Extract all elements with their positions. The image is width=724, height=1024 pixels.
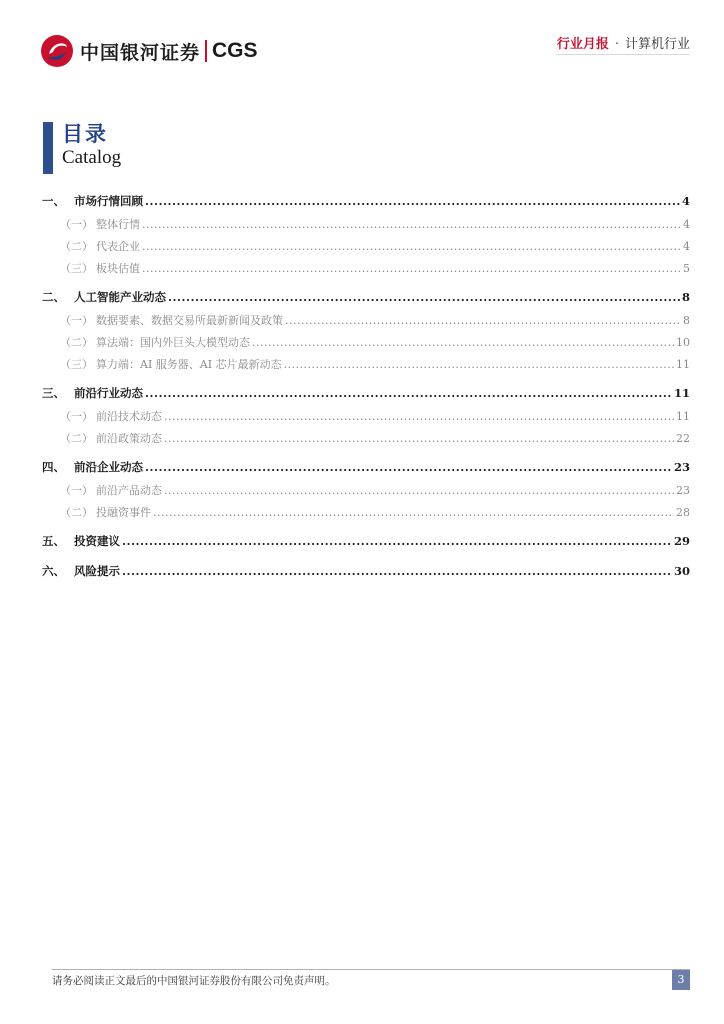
toc-entry-number: 二、 — [42, 290, 65, 304]
toc-dot-leader — [122, 558, 672, 584]
report-category — [557, 33, 690, 52]
toc-entry-label: 市场行情回顾 — [74, 194, 143, 208]
toc-entry-number: （一） — [60, 218, 93, 231]
toc-subsection-entry[interactable] — [42, 258, 690, 280]
toc-dot-leader — [142, 258, 681, 280]
toc-entry-page: 28 — [676, 506, 690, 519]
toc-subsection-entry[interactable] — [42, 354, 690, 376]
toc-entry-number: 一、 — [42, 194, 65, 208]
toc-entry-page: 4 — [683, 240, 690, 253]
toc-dot-leader — [153, 502, 674, 524]
toc-dot-leader — [284, 354, 674, 376]
toc-subsection-entry[interactable] — [42, 332, 690, 354]
toc-section-entry[interactable] — [42, 454, 690, 480]
galaxy-logo-icon — [40, 34, 74, 68]
toc-entry-number: （三） — [60, 358, 93, 371]
toc-entry-label: 前沿技术动态 — [96, 410, 162, 423]
toc-dot-leader — [145, 380, 672, 406]
toc-entry-page: 22 — [676, 432, 690, 445]
toc-entry-number: （三） — [60, 262, 93, 275]
toc-subsection-entry[interactable] — [42, 236, 690, 258]
toc-entry-label: 前沿产品动态 — [96, 484, 162, 497]
toc-dot-leader — [142, 236, 681, 258]
toc-entry-label: 投融资事件 — [96, 506, 151, 519]
toc-entry-number: （二） — [60, 240, 93, 253]
toc-entry-page: 23 — [673, 460, 690, 474]
toc-dot-leader — [285, 310, 681, 332]
toc-dot-leader — [145, 454, 672, 480]
title-accent-bar — [43, 122, 53, 174]
toc-dot-leader — [168, 284, 680, 310]
toc-entry-number: 六、 — [42, 564, 65, 578]
toc-entry-label: 数据要素、数据交易所最新新闻及政策 — [96, 314, 283, 327]
toc-entry-number: （二） — [60, 432, 93, 445]
toc-dot-leader — [164, 406, 674, 428]
toc-entry-page: 11 — [676, 410, 690, 423]
toc-entry-page: 29 — [673, 534, 690, 548]
toc-entry-page: 4 — [683, 218, 690, 231]
table-of-contents — [42, 188, 690, 584]
toc-section-entry[interactable] — [42, 188, 690, 214]
toc-subsection-entry[interactable] — [42, 428, 690, 450]
toc-entry-label: 风险提示 — [74, 564, 120, 578]
header-divider — [556, 54, 690, 55]
toc-entry-page: 8 — [681, 290, 690, 304]
toc-subsection-entry[interactable] — [42, 214, 690, 236]
logo-text-en: CGS — [212, 39, 258, 62]
toc-entry-label: 算法端：国内外巨头大模型动态 — [96, 336, 250, 349]
footer-divider — [52, 969, 690, 970]
toc-subsection-entry[interactable] — [42, 480, 690, 502]
toc-entry-number: （一） — [60, 484, 93, 497]
toc-entry-page: 4 — [681, 194, 690, 208]
logo-separator — [205, 40, 207, 62]
page-number: 3 — [672, 970, 690, 990]
toc-subsection-entry[interactable] — [42, 406, 690, 428]
toc-entry-label: 前沿政策动态 — [96, 432, 162, 445]
toc-entry-page: 11 — [676, 358, 690, 371]
footer-disclaimer: 请务必阅读正文最后的中国银河证券股份有限公司免责声明。 — [52, 975, 336, 987]
toc-entry-number: 四、 — [42, 460, 65, 474]
toc-entry-label: 前沿企业动态 — [74, 460, 143, 474]
toc-entry-number: 三、 — [42, 386, 65, 400]
toc-entry-page: 10 — [676, 336, 690, 349]
toc-dot-leader — [164, 480, 674, 502]
company-logo — [40, 34, 258, 68]
toc-section-entry[interactable] — [42, 284, 690, 310]
toc-entry-page: 11 — [673, 386, 690, 400]
toc-entry-number: （一） — [60, 410, 93, 423]
toc-entry-number: 五、 — [42, 534, 65, 548]
toc-dot-leader — [164, 428, 674, 450]
toc-entry-page: 23 — [676, 484, 690, 497]
toc-entry-number: （一） — [60, 314, 93, 327]
toc-entry-label: 代表企业 — [96, 240, 140, 253]
toc-subsection-entry[interactable] — [42, 310, 690, 332]
toc-dot-leader — [145, 188, 680, 214]
toc-entry-label: 板块估值 — [96, 262, 140, 275]
toc-entry-page: 5 — [683, 262, 690, 275]
toc-entry-page: 30 — [673, 564, 690, 578]
toc-section-entry[interactable] — [42, 528, 690, 554]
toc-dot-leader — [122, 528, 672, 554]
report-sector: 计算机行业 — [624, 37, 690, 52]
toc-dot-leader — [252, 332, 674, 354]
toc-entry-label: 前沿行业动态 — [74, 386, 143, 400]
toc-entry-number: （二） — [60, 336, 93, 349]
header-separator: · — [614, 37, 619, 52]
toc-section-entry[interactable] — [42, 558, 690, 584]
toc-entry-number: （二） — [60, 506, 93, 519]
toc-entry-label: 算力端：AI 服务器、AI 芯片最新动态 — [96, 358, 282, 371]
toc-subsection-entry[interactable] — [42, 502, 690, 524]
toc-entry-label: 人工智能产业动态 — [74, 290, 166, 304]
toc-dot-leader — [142, 214, 681, 236]
page-subtitle: Catalog — [62, 147, 122, 168]
toc-entry-label: 投资建议 — [74, 534, 120, 548]
toc-section-entry[interactable] — [42, 380, 690, 406]
logo-text-cn: 中国银河证券 — [80, 41, 201, 64]
page-title: 目录 — [62, 121, 108, 146]
report-type: 行业月报 — [556, 37, 609, 52]
toc-entry-page: 8 — [683, 314, 690, 327]
toc-entry-label: 整体行情 — [96, 218, 140, 231]
